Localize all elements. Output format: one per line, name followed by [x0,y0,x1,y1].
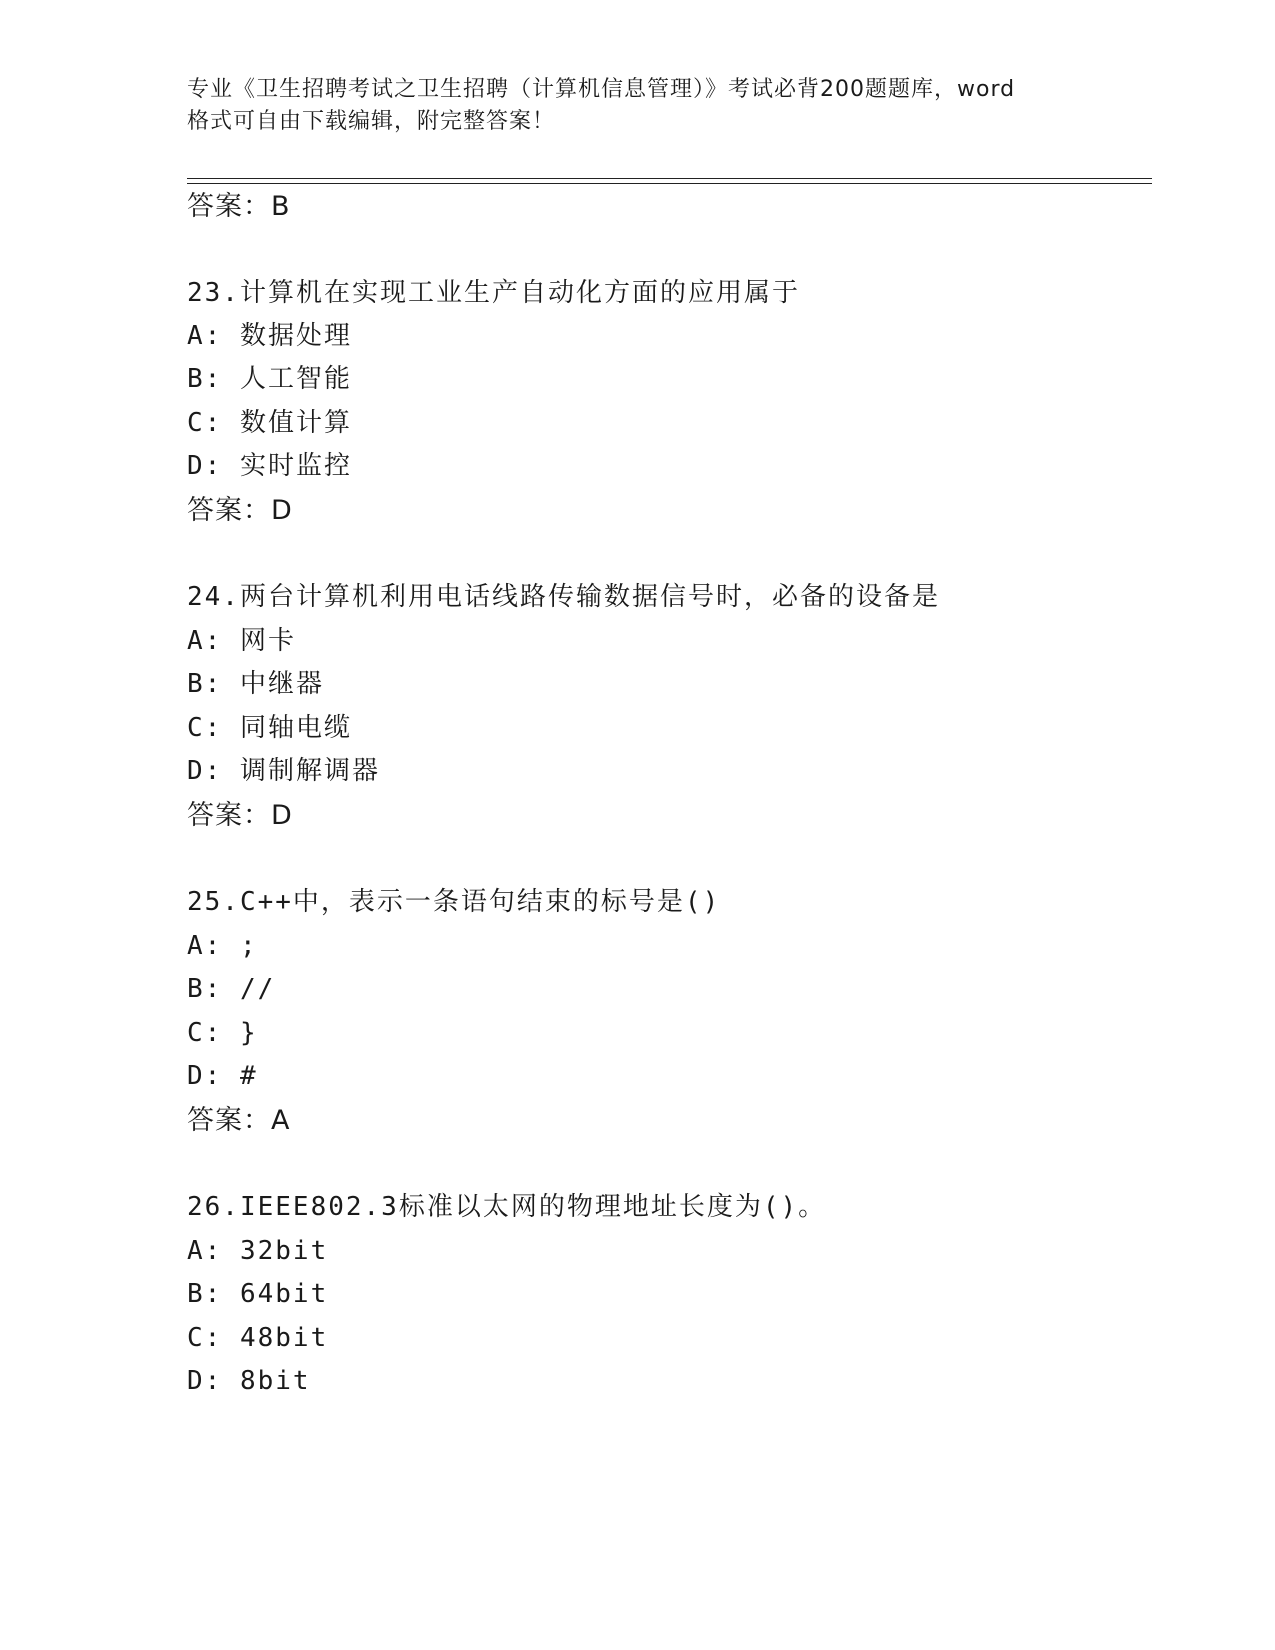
answer: 答案：D [187,495,293,526]
option-b: B: // [187,974,276,1004]
option-c: C: } [187,1018,258,1048]
question-stem: 26.IEEE802.3标准以太网的物理地址长度为()。 [187,1192,827,1222]
previous-answer: 答案：B [187,191,291,222]
answer: 答案：D [187,800,293,831]
option-b: B: 64bit [187,1279,329,1309]
header-divider-top [187,178,1152,179]
option-b: B: 人工智能 [187,364,352,394]
option-d: D: # [187,1061,258,1091]
option-d: D: 8bit [187,1366,311,1396]
question-stem: 25.C++中，表示一条语句结束的标号是() [187,887,721,917]
answer: 答案：A [187,1105,291,1136]
header-divider-bottom [187,183,1152,184]
header-line-1: 专业《卫生招聘考试之卫生招聘（计算机信息管理）》考试必背200题题库，word [187,77,1016,102]
option-c: C: 48bit [187,1323,329,1353]
option-b: B: 中继器 [187,669,324,699]
question-stem: 23.计算机在实现工业生产自动化方面的应用属于 [187,278,800,308]
option-d: D: 实时监控 [187,451,352,481]
option-a: A: 32bit [187,1236,329,1266]
option-a: A: 网卡 [187,626,296,656]
option-c: C: 数值计算 [187,408,352,438]
option-d: D: 调制解调器 [187,756,380,786]
question-stem: 24.两台计算机利用电话线路传输数据信号时，必备的设备是 [187,582,940,612]
option-a: A: ; [187,931,258,961]
option-c: C: 同轴电缆 [187,713,352,743]
header-line-2: 格式可自由下载编辑，附完整答案！ [187,109,556,134]
document-header [187,74,1087,138]
option-a: A: 数据处理 [187,321,352,351]
